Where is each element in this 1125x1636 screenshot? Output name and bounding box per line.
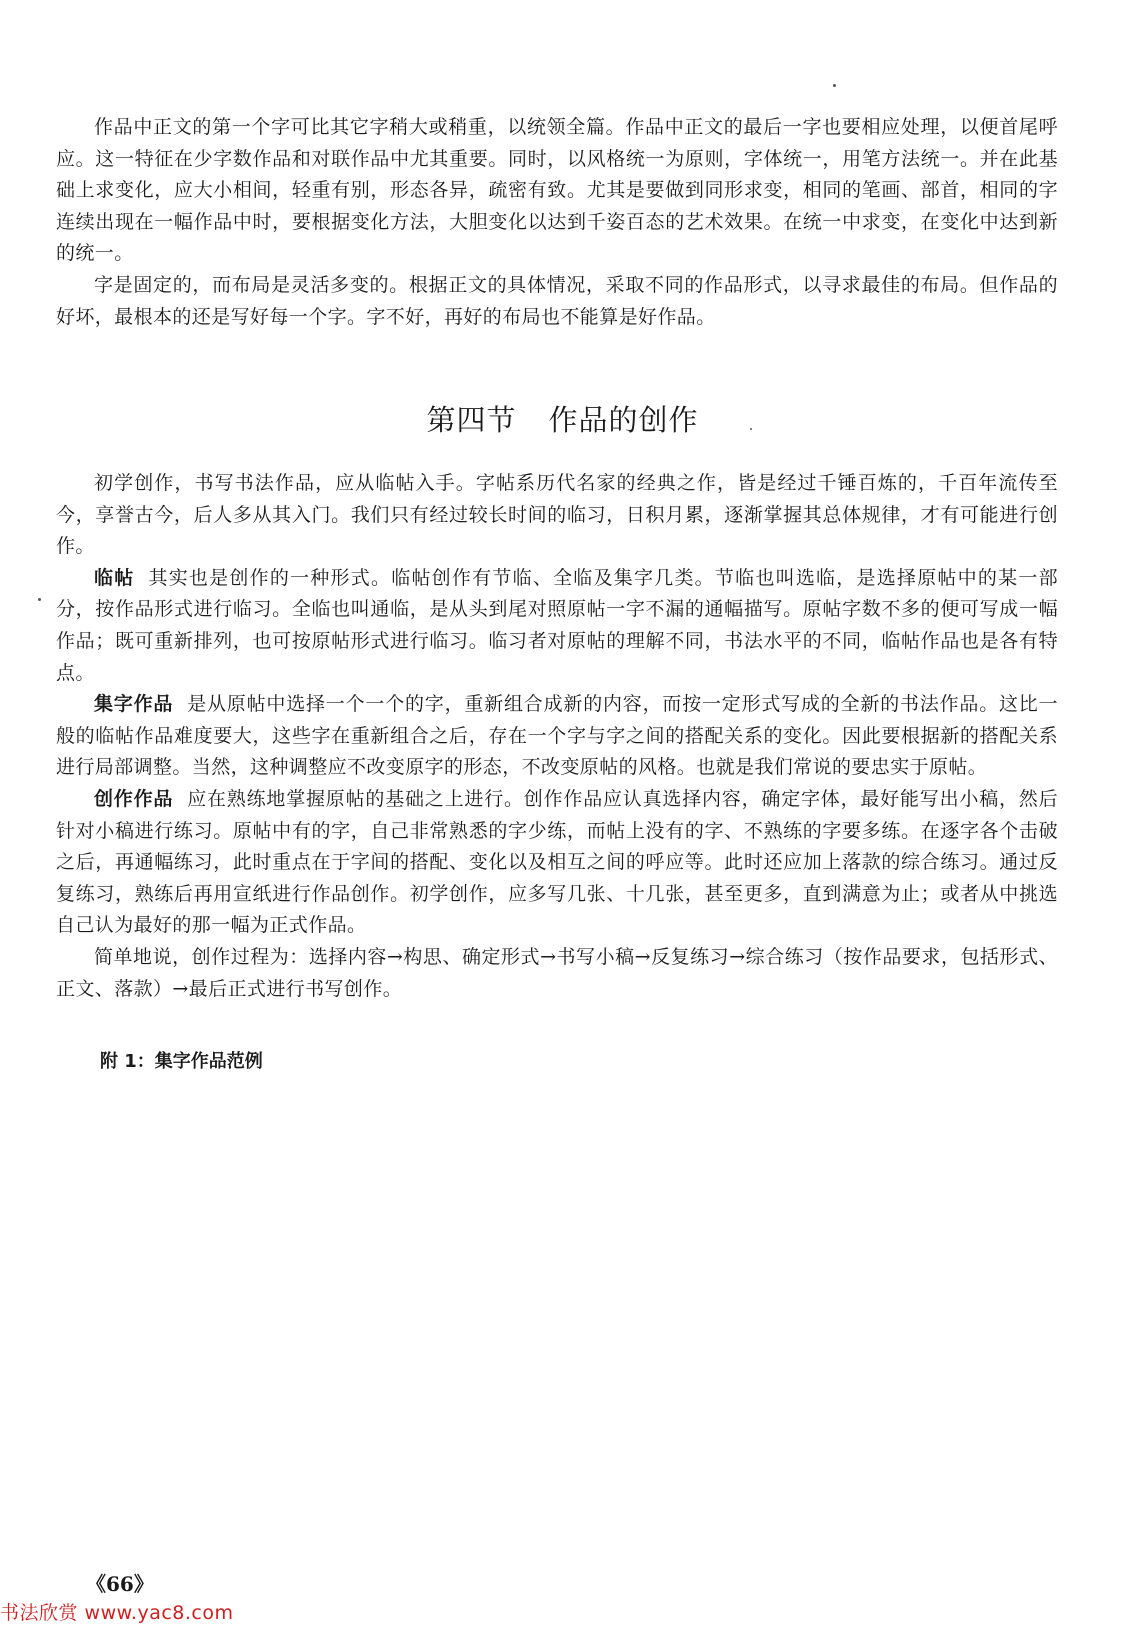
intro-section [56,112,1058,333]
section-heading [0,400,1125,440]
section-number: 第四节 [426,403,517,437]
jizi-paragraph [56,689,1058,784]
scan-speck [833,84,836,87]
appendix-label: 附 1：集字作品范例 [100,1051,263,1072]
linting-term: 临帖 [94,566,135,589]
linting-text: 其实也是创作的一种形式。临帖创作有节临、全临及集字几类。节临也叫选临，是选择原帖中的某一部分，按作品形式进行临习。全临也叫通临，是从头到尾对照原帖一字不漏的通幅描写。原帖字数不多的便可写成一幅作品；既可重新排列，也可按原帖形式进行临习。临习者对原帖的理解不同，书法水平的不同，临帖作品也是各有特点。 [56,566,1058,684]
scan-speck [38,598,41,601]
summary-paragraph: 简单地说，创作过程为：选择内容→构思、确定形式→书写小稿→反复练习→综合练习（按作品要求，包括形式、正文、落款）→最后正式进行书写创作。 [56,945,1058,1000]
jizi-term: 集字作品 [94,693,174,716]
section-body [56,468,1058,1005]
section-title: 作品的创作 [548,403,699,437]
chuangzuo-term: 创作作品 [94,787,174,810]
opening-paragraph: 初学创作，书写书法作品，应从临帖入手。字帖系历代名家的经典之作，皆是经过千锤百炼的，千百年流传至今，享誉古今，后人多从其入门。我们只有经过较长时间的临习，日积月累，逐渐掌握其总体规律，才有可能进行创作。 [56,472,1058,558]
linting-paragraph [56,563,1058,689]
intro-paragraph-1: 作品中正文的第一个字可比其它字稍大或稍重，以统领全篇。作品中正文的最后一字也要相应处理，以便首尾呼应。这一特征在少字数作品和对联作品中尤其重要。同时，以风格统一为原则，字体统一，用笔方法统一。并在此基础上求变化，应大小相间，轻重有别，形态各异，疏密有致。尤其是要做到同形求变，相同的笔画、部首，相同的字连续出现在一幅作品中时，要根据变化方法，大胆变化以达到千姿百态的艺术效果。在统一中求变，在变化中达到新的统一。 [56,116,1058,265]
chuangzuo-text: 应在熟练地掌握原帖的基础之上进行。创作作品应认真选择内容，确定字体，最好能写出小稿，然后针对小稿进行练习。原帖中有的字，自己非常熟悉的字少练，而帖上没有的字、不熟练的字要多练。在逐字各个击破之后，再通幅练习，此时重点在于字间的搭配、变化以及相互之间的呼应等。此时还应加上落款的综合练习。通过反复练习，熟练后再用宣纸进行作品创作。初学创作，应多写几张、十几张，甚至更多，直到满意为止；或者从中挑选自己认为最好的那一幅为正式作品。 [56,787,1058,937]
intro-paragraph-2: 字是固定的，而布局是灵活多变的。根据正文的具体情况，采取不同的作品形式，以寻求最佳的布局。但作品的好坏，最根本的还是写好每一个字。字不好，再好的布局也不能算是好作品。 [56,273,1058,328]
site-watermark: 书法欣赏 www.yac8.com [0,1602,234,1624]
jizi-text: 是从原帖中选择一个一个的字，重新组合成新的内容，而按一定形式写成的全新的书法作品。这比一般的临帖作品难度要大，这些字在重新组合之后，存在一个字与字之间的搭配关系的变化。因此要根据新的搭配关系进行局部调整。当然，这种调整应不改变原字的形态，不改变原帖的风格。也就是我们常说的要忠实于原帖。 [56,693,1058,779]
page-number: 《66》 [86,1572,154,1596]
chuangzuo-paragraph [56,784,1058,942]
